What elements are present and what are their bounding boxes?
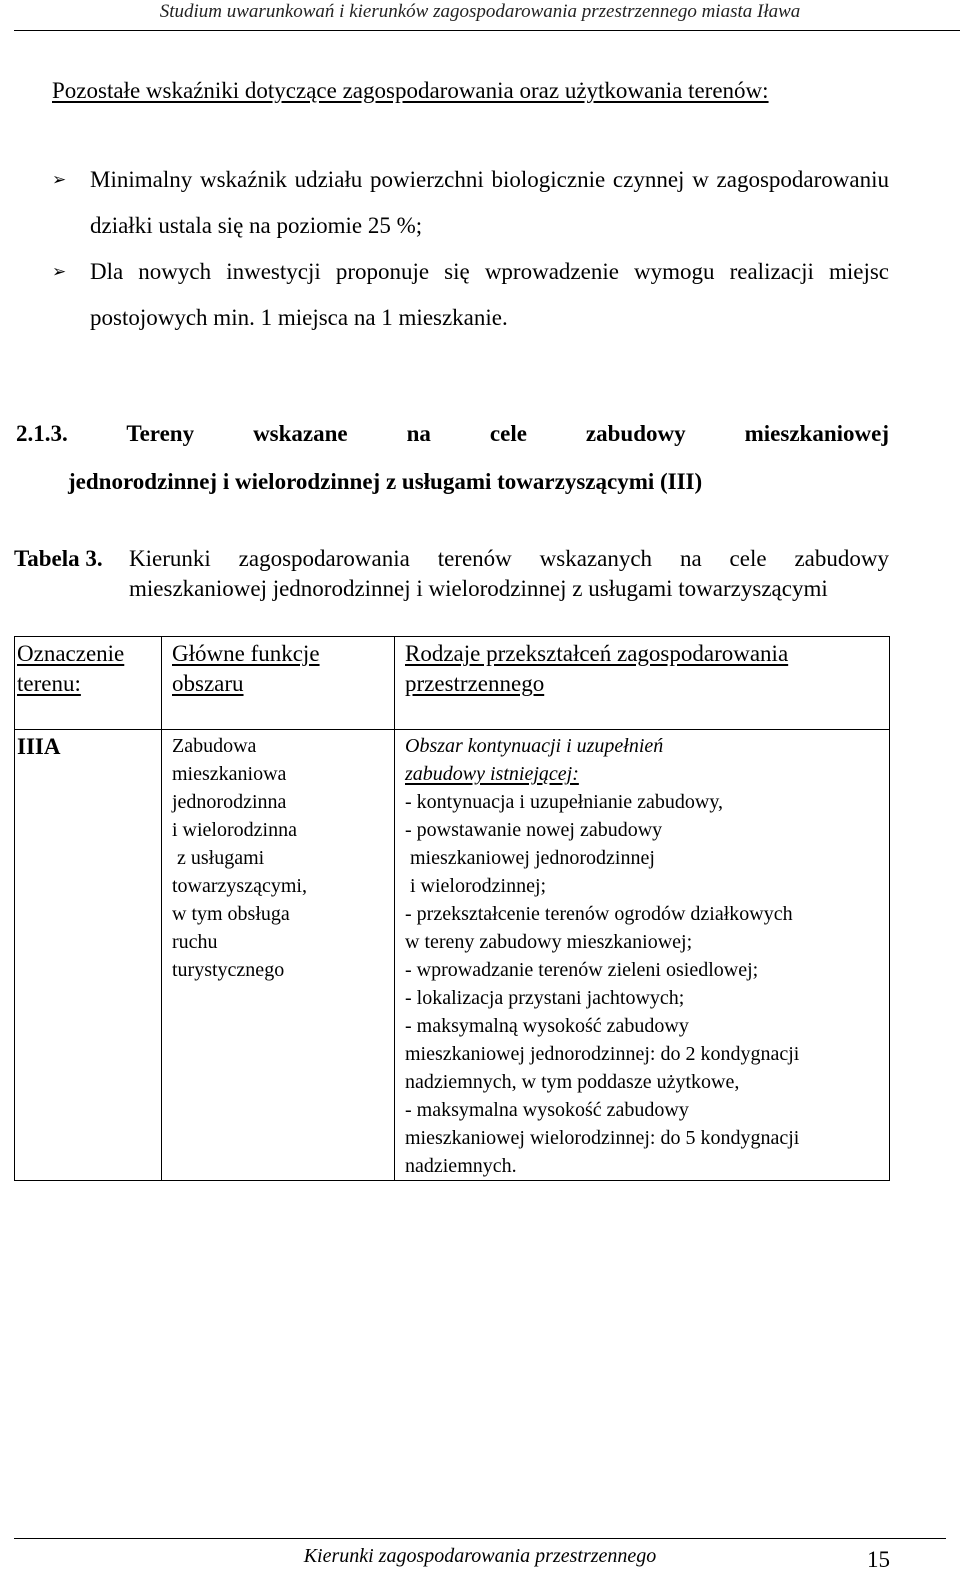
- page-number: 15: [867, 1547, 890, 1572]
- section-heading: [16, 410, 889, 506]
- footer-rule: [14, 1538, 946, 1539]
- table-row: [15, 730, 890, 1181]
- running-footer: Kierunki zagospodarowania przestrzennego: [303, 1545, 657, 1567]
- table-header-row: [15, 637, 890, 730]
- list-item-text: Dla nowych inwestycji proponuje się wprowadzenie wymogu realizacji miejsc postojowych min. 1 miejsca na 1 mieszkanie.: [90, 259, 889, 330]
- list-item: [52, 157, 889, 249]
- header-transformations: Rodzaje przekształceń zagospodarowania przestrzennego: [395, 637, 890, 730]
- header-designation: Oznaczenie terenu:: [15, 637, 162, 730]
- header-main-functions: Główne funkcje obszaru: [162, 637, 395, 730]
- table-label: Tabela 3.: [14, 546, 103, 571]
- area-type-title: Obszar kontynuacji i uzupełnień: [405, 735, 664, 757]
- arrow-bullet-icon: ➢: [52, 262, 67, 282]
- arrow-bullet-icon: ➢: [52, 170, 67, 190]
- running-header: Studium uwarunkowań i kierunków zagospodarowania przestrzennego miasta Iława: [159, 1, 801, 22]
- list-item-text: Minimalny wskaźnik udziału powierzchni biologicznie czynnej w zagospodarowaniu działki ustala się na poziomie 25 %;: [90, 167, 889, 238]
- section-heading-line2: jednorodzinnej i wielorodzinnej z usługami towarzyszącymi (III): [68, 469, 703, 494]
- list-item: [52, 249, 889, 341]
- header-rule: [14, 30, 960, 31]
- directions-table: [14, 636, 890, 1181]
- area-type-subtitle: zabudowy istniejącej:: [405, 763, 579, 785]
- transformations-cell: Obszar kontynuacji i uzupełnień zabudowy istniejącej: - kontynuacja i uzupełnianie zabudowy, - powstawanie nowej zabudowy mieszkaniowej jednorodzinnej i wielorodzinnej; - przekształcenie terenów ogrodów działkowych w tereny zabudowy mieszkaniowej; - wprowadzanie terenów zieleni osiedlowej; - lokalizacja przystani jachtowych; - maksymalną wysokość zabudowy mieszkaniowej jednorodzinnej: do 2 kondygnacji nadziemnych, w tym poddasze użytkowe, - maksymalna wysokość zabudowy mieszkaniowej wielorodzinnej: do 5 kondygnacji nadziemnych.: [395, 730, 890, 1181]
- table-caption: [14, 544, 889, 601]
- table-caption-text: Kierunki zagospodarowania terenów wskazanych na cele zabudowy mieszkaniowej jednorodzinnej i wielorodzinnej z usługami towarzyszącymi: [129, 546, 889, 601]
- section-heading-line1: 2.1.3. Tereny wskazane na cele zabudowy mieszkaniowej: [16, 421, 889, 446]
- area-code: IIIA: [15, 730, 162, 1181]
- intro-paragraph: Pozostałe wskaźniki dotyczące zagospodarowania oraz użytkowania terenów:: [52, 78, 769, 103]
- main-functions-cell: Zabudowa mieszkaniowa jednorodzinna i wielorodzinna z usługami towarzyszącymi, w tym obsługa ruchu turystycznego: [162, 730, 395, 1181]
- indicator-list: [52, 157, 889, 341]
